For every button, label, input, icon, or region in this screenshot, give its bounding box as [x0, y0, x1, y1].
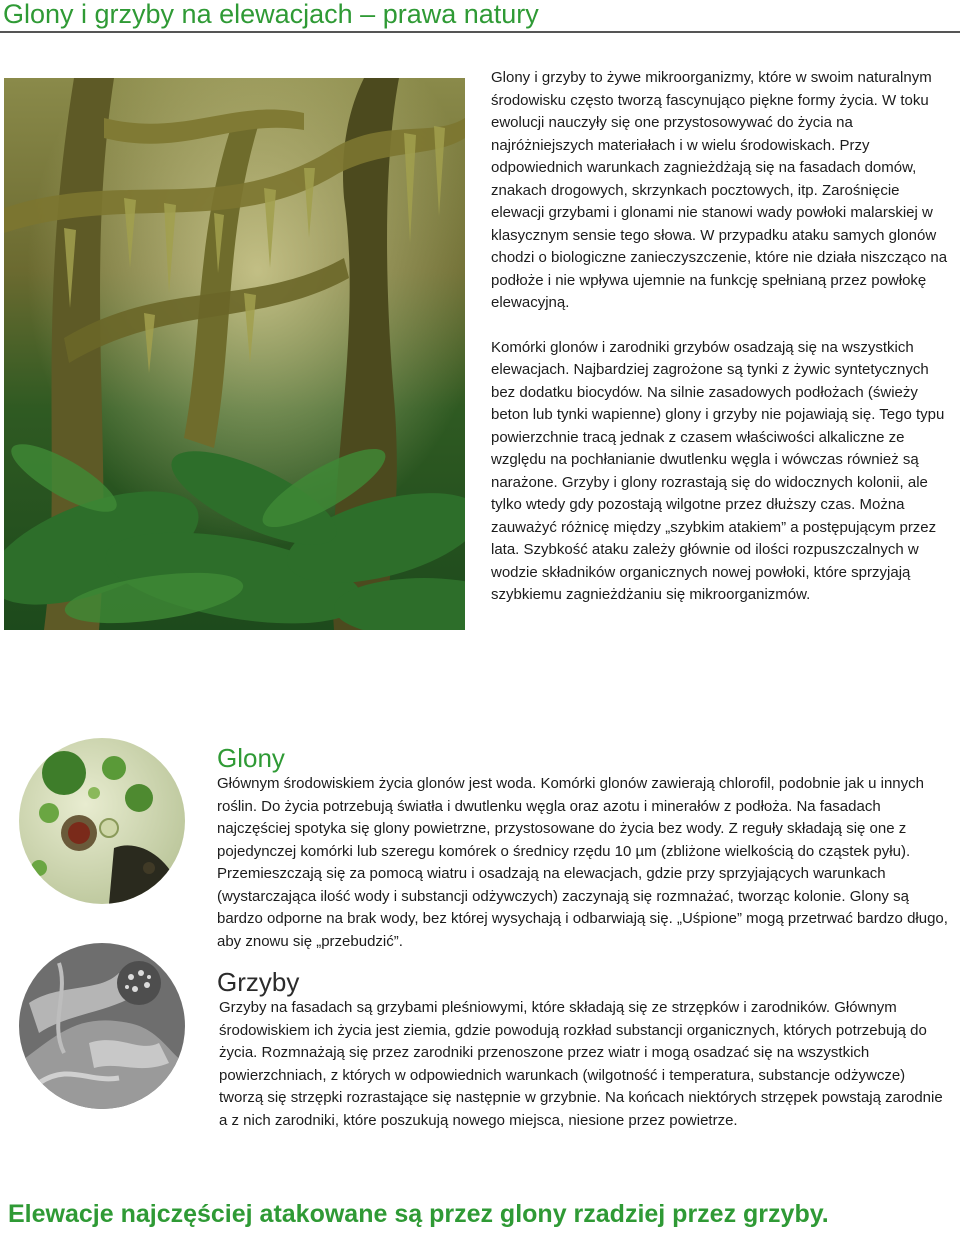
algae-micrograph — [19, 738, 185, 904]
intro-text — [491, 67, 951, 607]
page-title: Glony i grzyby na elewacjach – prawa natury — [3, 0, 539, 29]
intro-paragraph-2: Komórki glonów i zarodniki grzybów osadzają się na wszystkich elewacjach. Najbardziej zagrożone są tynki z żywic syntetycznych bez dodatku biocydów. Na silnie zasadowych podłożach (świeży beton lub tynki wapienne) glony i grzyby nie pojawiają się. Tego typu powierzchnie tracą jednak z czasem właściwości alkaliczne ze względu na pochłanianie dwutlenku węgla i wówczas również są narażone. Grzyby i glony rozrastają się do widocznych kolonii, ale tylko wtedy gdy pozostają wilgotne przez dłuższy czas. Można zauważyć różnicę między „szybkim atakiem” a postępującym przez lata. Szybkość ataku zależy głównie od ilości rozpuszczalnych w wodzie składników organicznych nowej powłoki, które sprzyjają szybkiemu zagnieżdżaniu się mikroorganizmów. — [491, 338, 945, 603]
grzyby-heading: Grzyby — [217, 967, 300, 997]
glony-text: Głównym środowiskiem życia glonów jest woda. Komórki glonów zawierają chlorofil, podobnie jak u innych roślin. Do życia potrzebują światła i dwutlenku węgla oraz azotu i minerałów z podłoża. Na fasadach najczęściej spotyka się glony powietrzne, przystosowane do życia bez wody. Z reguły składają się one z pojedynczej komórki lub szeregu komórek o średnicy rzędu 10 µm (zbliżone wielkością do cząstek pyłu). Przemieszczają się za pomocą wiatru i osadzają na elewacjach, gdzie przy sprzyjających warunkach (wystarczająca ilość wody i substancji odżywczych) zaczynają się rozmnażać, tworząc kolonie. Glony są bardzo odporne na brak wody, bez której wysychają i odbarwiają się. „Uśpione” mogą przetrwać bardzo długo, aby znowu się „przebudzić”. — [217, 775, 948, 950]
fungi-micrograph — [19, 943, 185, 1109]
intro-paragraph-1: Glony i grzyby to żywe mikroorganizmy, które w swoim naturalnym środowisku często tworzą fascynująco piękne formy życia. W toku ewolucji nauczyły się one przystosowywać do życia na najróżniejszych materiałach i w wielu środowiskach. Przy odpowiednich warunkach zagnieżdżają się na fasadach domów, znakach drogowych, skrzynkach pocztowych, itp. Zarośnięcie elewacji grzybami i glonami nie stanowi wady powłoki malarskiej w klasycznym sensie tego słowa. W przypadku ataku samych glonów chodzi o biologiczne zanieczyszczenie, które nie działa niszcząco na podłoże i nie wpływa ujemnie na funkcję spełnianą przez powłokę elewacyjną. — [491, 69, 948, 311]
grzyby-text: Grzyby na fasadach są grzybami pleśniowymi, które składają się ze strzępków i zarodników. Głównym środowiskiem ich życia jest ziemia, gdzie powodują rozkład substancji organicznych, których potrzebują do życia. Rozmnażają się przez zarodniki przenoszone przez wiatr i mogą osadzać się na wszystkich powierzchniach, z których w odpowiednich warunkach (wilgotność i temperatura, substancje odżywcze) tworzą się strzępki rozrastające się następnie w grzybnie. Na końcach niektórych strzępek powstają zarodnie a z nich zarodniki, które poszukują nowego miejsca, niesione przez powietrze. — [219, 999, 943, 1129]
glony-heading: Glony — [217, 743, 285, 773]
forest-photo — [4, 78, 465, 630]
title-divider — [0, 31, 960, 33]
conclusion-statement: Elewacje najczęściej atakowane są przez glony rzadziej przez grzyby. — [8, 1200, 829, 1228]
